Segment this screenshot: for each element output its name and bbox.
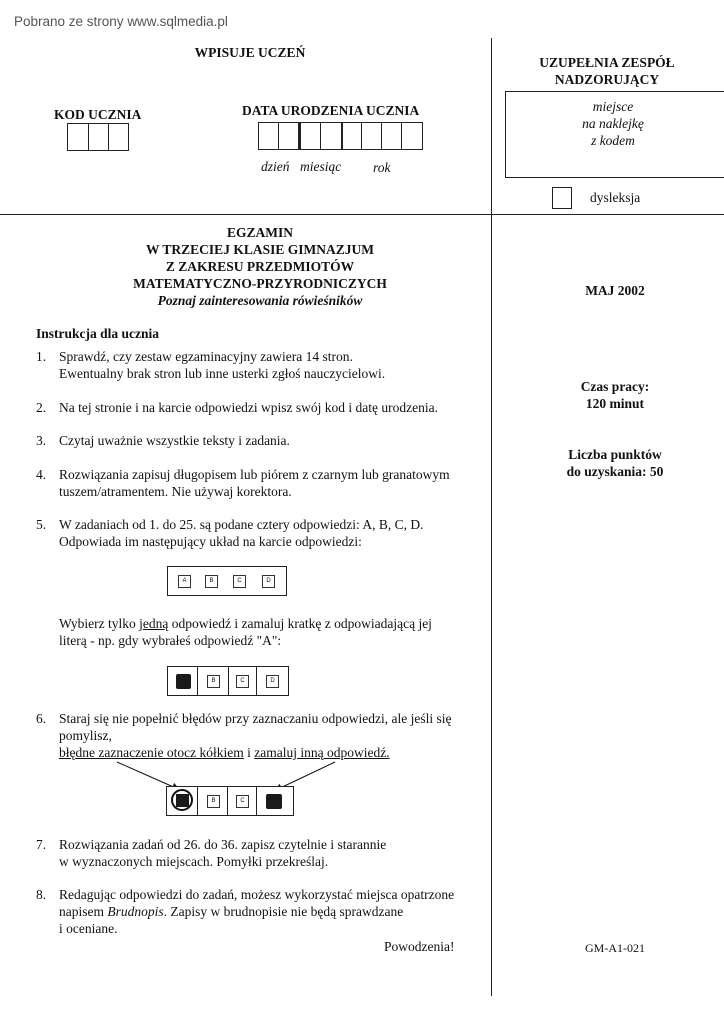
instruction-item-5: 5. W zadaniach od 1. do 25. są podane cztery odpowiedzi: A, B, C, D. Odpowiada im następujący układ na karcie odpowiedzi: (36, 517, 424, 549)
committee-title-line1: UZUPEŁNIA ZESPÓŁ (539, 55, 675, 70)
month-label: miesiąc (300, 159, 342, 174)
instruction-item-6: 6. Staraj się nie popełnić błędów przy zaznaczaniu odpowiedzi, ale jeśli się pomylisz, błędne zaznaczenie otocz kółkiem i zamaluj inną odpowiedź. (36, 711, 452, 760)
answer-box-b: B (207, 795, 220, 808)
sticker-line1: miejsce (592, 99, 634, 114)
instructions-heading: Instrukcja dla ucznia (36, 326, 160, 341)
student-section-title: WPISUJE UCZEŃ (194, 45, 306, 60)
closing-text: Powodzenia! (384, 939, 455, 954)
exam-code: GM-A1-021 (585, 941, 645, 955)
instruction-item-3: 3. Czytaj uważnie wszystkie teksty i zadania. (36, 433, 290, 448)
committee-title-line2: NADZORUJĄCY (554, 72, 660, 87)
points-label: Liczba punktów (568, 447, 662, 462)
exam-title-line1: EGZAMIN (226, 225, 293, 240)
exam-title-line4: MATEMATYCZNO-PRZYRODNICZYCH (133, 276, 387, 291)
answer-box-d: D (266, 675, 279, 688)
instruction-item-7: 7. Rozwiązania zadań od 26. do 36. zapisz czytelnie i starannie w wyznaczonych miejscach. Pomyłki przekreślaj. (36, 837, 387, 869)
points-value: do uzyskania: 50 (566, 464, 664, 479)
dyslexia-label: dysleksja (590, 190, 641, 205)
exam-date: MAJ 2002 (585, 283, 645, 298)
day-label: dzień (261, 159, 290, 174)
filled-box-a (176, 794, 189, 807)
exam-title-line2: W TRZECIEJ KLASIE GIMNAZJUM (146, 242, 374, 257)
answer-box-c: C (236, 795, 249, 808)
exam-title-line3: Z ZAKRESU PRZEDMIOTÓW (165, 259, 355, 274)
birth-date-label: DATA URODZENIA UCZNIA (242, 103, 420, 118)
instruction-item-8: 8. Redagując odpowiedzi do zadań, możesz wykorzystać miejsca opatrzone napisem Brudnopis. Zapisy w brudnopisie nie będą sprawdzane i oceniane. (36, 887, 455, 936)
student-code-label: KOD UCZNIA (54, 107, 142, 122)
instruction-item-1: 1. Sprawdź, czy zestaw egzaminacyjny zawiera 14 stron. Ewentualny brak stron lub inne usterki zgłoś nauczycielowi. (36, 349, 386, 381)
filled-box-d (266, 794, 282, 809)
instruction-item-2: 2. Na tej stronie i na karcie odpowiedzi wpisz swój kod i datę urodzenia. (36, 400, 439, 415)
answer-box-d: D (262, 575, 275, 588)
answer-box-c: C (233, 575, 246, 588)
time-value: 120 minut (585, 396, 645, 411)
exam-subtitle: Poznaj zainteresowania rówieśników (157, 293, 363, 308)
year-label: rok (373, 160, 391, 175)
answer-box-b: B (207, 675, 220, 688)
time-label: Czas pracy: (580, 379, 650, 394)
source-note: Pobrano ze strony www.sqlmedia.pl (14, 14, 228, 29)
answer-box-a: A (178, 575, 191, 588)
sticker-line3: z kodem (591, 133, 635, 148)
answer-box-b: B (205, 575, 218, 588)
answer-box-c: C (236, 675, 249, 688)
answer-grid-corrected-example (166, 786, 294, 816)
choose-instruction: Wybierz tylko jedną odpowiedź i zamaluj kratkę z odpowiadającą jej literą - np. gdy wybrałeś odpowiedź "A": (59, 616, 432, 648)
instruction-item-4: 4. Rozwiązania zapisuj długopisem lub piórem z czarnym lub granatowym tuszem/atramentem. Nie używaj korektora. (36, 467, 450, 499)
sticker-line2: na naklejkę (582, 116, 644, 131)
